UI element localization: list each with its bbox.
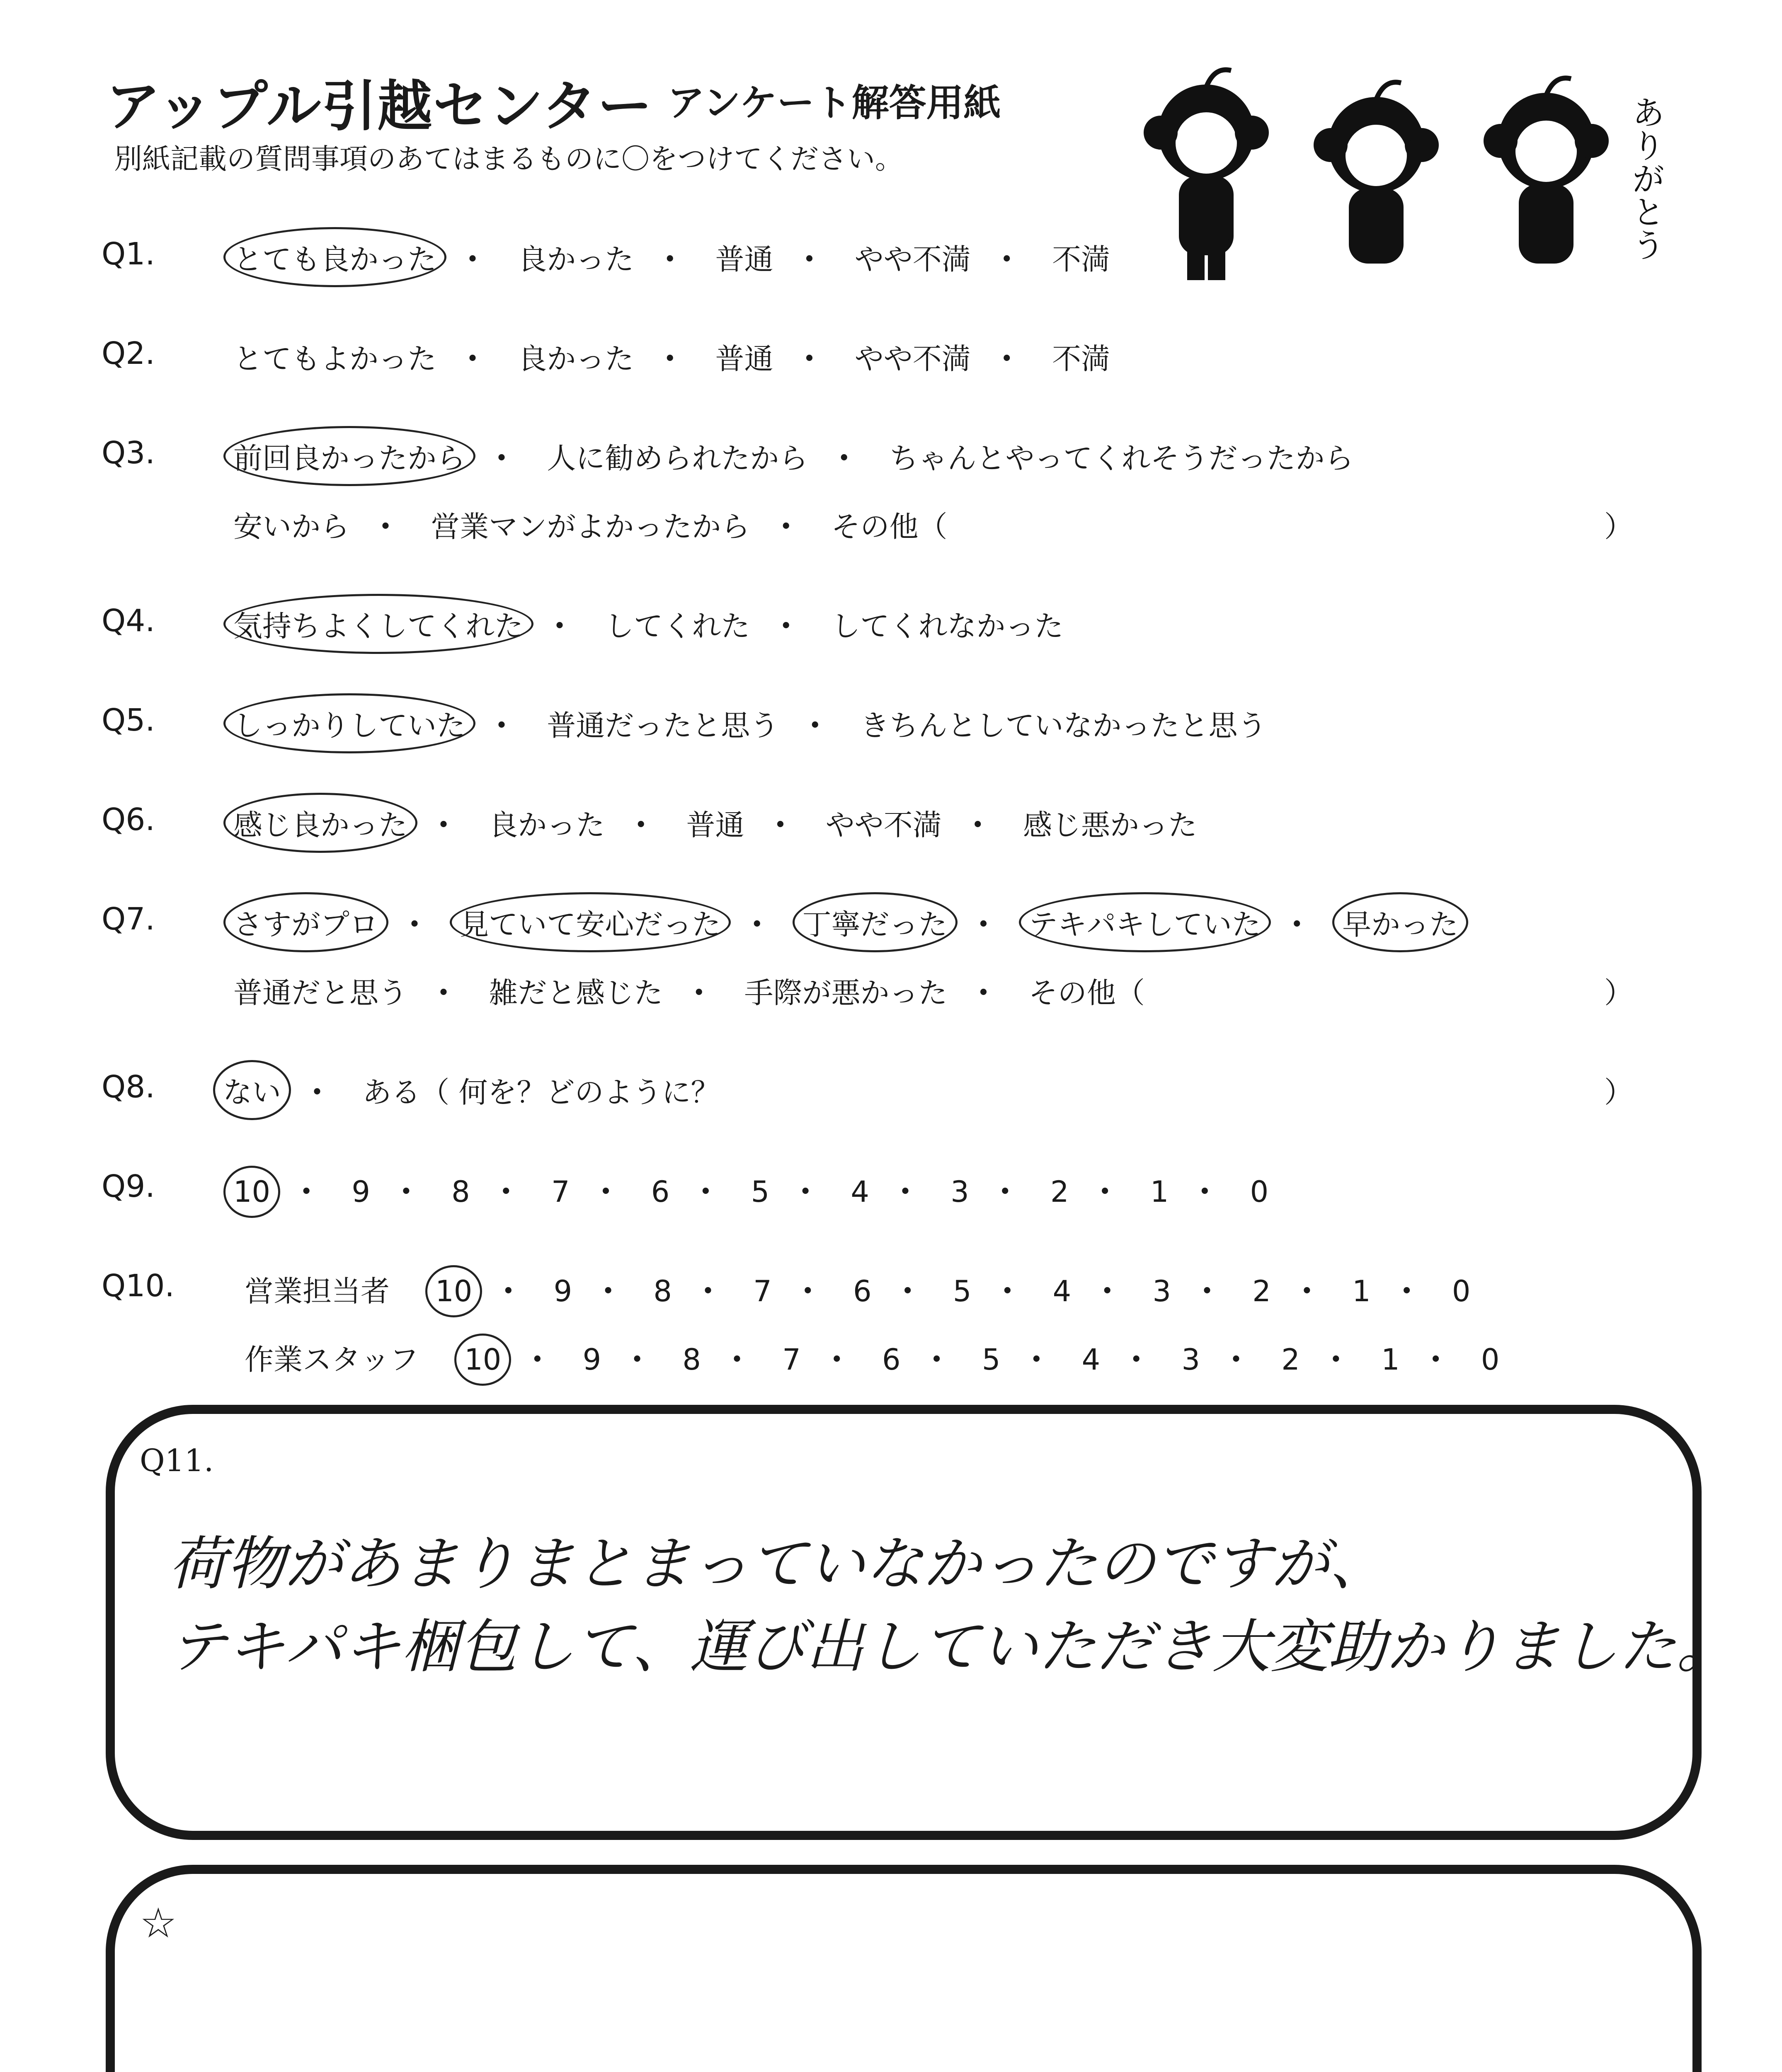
q6-option-3[interactable]: 普通	[686, 808, 744, 842]
q4-option-1[interactable]: 気持ちよくしてくれた	[226, 603, 531, 645]
q9-options: 10 ・ 9 ・ 8 ・ 7 ・ 6 ・ 5 ・ 4 ・ 3 ・ 2 ・ 1 ・ 0	[226, 1169, 1276, 1210]
q1-option-1[interactable]: とても良かった	[226, 236, 444, 278]
q11-comment-line1: 荷物があまりまとまっていなかったのですが、	[169, 1530, 1388, 1598]
q3-option-2[interactable]: 人に勧められたから	[547, 441, 808, 475]
q10-staff-option-9[interactable]: 9	[582, 1343, 601, 1377]
q9-option-6[interactable]: 6	[651, 1175, 670, 1209]
q7-option-2[interactable]: 見ていて安心だった	[452, 901, 728, 943]
q1-option-5[interactable]: 不満	[1052, 242, 1110, 276]
q1-label: Q1.	[102, 236, 155, 272]
q1-option-4[interactable]: やや不満	[854, 242, 971, 276]
form-subtitle: アンケート解答用紙	[667, 81, 1001, 125]
q8-option-some[interactable]: ある（ 何を？どのように？	[362, 1075, 720, 1109]
q8-close-paren: ）	[1604, 1075, 1633, 1109]
q10-sales-option-10[interactable]: 10	[428, 1274, 480, 1308]
q10-sales-option-8[interactable]: 8	[653, 1274, 672, 1308]
q2-option-2[interactable]: 良かった	[518, 342, 634, 376]
q10-staff-row: 作業スタッフ 10 ・ 9 ・ 8 ・ 7 ・ 6 ・ 5 ・ 4 ・ 3 ・ 2 ・ 1 ・ 0	[245, 1336, 1507, 1378]
q3-option-5[interactable]: 営業マンがよかったから	[431, 510, 750, 544]
form-title: アップル引越センター	[106, 75, 653, 138]
q10-sales-option-7[interactable]: 7	[753, 1274, 772, 1308]
q7-option-4[interactable]: テキパキしていた	[1021, 901, 1268, 943]
q10-staff-option-8[interactable]: 8	[682, 1343, 701, 1377]
star-comment-box[interactable]	[106, 1865, 1702, 2072]
q10-label: Q10.	[102, 1268, 175, 1304]
q5-label: Q5.	[102, 702, 155, 738]
q10-staff-option-7[interactable]: 7	[782, 1343, 801, 1377]
q7-option-other[interactable]: その他（	[1028, 976, 1145, 1010]
q9-option-3[interactable]: 3	[950, 1175, 969, 1209]
q10-staff-option-1[interactable]: 1	[1381, 1343, 1400, 1377]
q2-label: Q2.	[102, 336, 155, 371]
q6-label: Q6.	[102, 802, 155, 838]
q10-staff-option-5[interactable]: 5	[982, 1343, 1001, 1377]
q4-option-2[interactable]: してくれた	[605, 609, 750, 643]
q3-option-other[interactable]: その他（	[831, 510, 948, 544]
q3-option-1[interactable]: 前回良かったから	[226, 435, 473, 477]
q10-staff-option-6[interactable]: 6	[882, 1343, 901, 1377]
q10-sales-option-1[interactable]: 1	[1352, 1274, 1371, 1308]
monkey-center-icon	[1316, 82, 1436, 261]
q10-sales-option-4[interactable]: 4	[1052, 1274, 1072, 1308]
q2-option-3[interactable]: 普通	[715, 342, 773, 376]
q7-option-8[interactable]: 手際が悪かった	[744, 976, 948, 1010]
q6-option-1[interactable]: 感じ良かった	[226, 802, 415, 844]
q9-option-4[interactable]: 4	[851, 1175, 869, 1209]
q2-option-1[interactable]: とてもよかった	[233, 342, 436, 376]
q4-option-3[interactable]: してくれなかった	[831, 609, 1064, 643]
q7-option-6[interactable]: 普通だと思う	[233, 976, 407, 1010]
q3-option-3[interactable]: ちゃんとやってくれそうだったから	[889, 441, 1354, 475]
mascot-thanks-text: ありがとう	[1626, 95, 1665, 261]
q7-option-3[interactable]: 丁寧だった	[795, 901, 955, 943]
q4-options: 気持ちよくしてくれた ・ してくれた ・ してくれなかった	[226, 603, 1071, 645]
q5-option-1[interactable]: しっかりしていた	[226, 702, 473, 744]
monkey-left-icon	[1146, 70, 1266, 278]
q7-options: さすがプロ ・ 見ていて安心だった ・ 丁寧だった ・ テキパキしていた ・ 早かった	[226, 901, 1466, 943]
q9-option-1[interactable]: 1	[1150, 1175, 1169, 1209]
q10-sales-option-6[interactable]: 6	[853, 1274, 872, 1308]
q3-close-paren: ）	[1604, 510, 1633, 544]
q10-sales-option-0[interactable]: 0	[1452, 1274, 1471, 1308]
q10-sales-option-2[interactable]: 2	[1252, 1274, 1271, 1308]
q2-option-4[interactable]: やや不満	[854, 342, 971, 376]
q9-option-2[interactable]: 2	[1050, 1175, 1069, 1209]
instruction-text: 別紙記載の質問事項のあてはまるものに〇をつけてください。	[114, 143, 904, 176]
q6-option-2[interactable]: 良かった	[489, 808, 605, 842]
q9-option-0[interactable]: 0	[1250, 1175, 1269, 1209]
q7-option-1[interactable]: さすがプロ	[226, 901, 386, 943]
q8-options: ない ・ ある（ 何を？どのように？	[216, 1069, 727, 1111]
q8-label: Q8.	[102, 1069, 155, 1105]
q6-option-5[interactable]: 感じ悪かった	[1023, 808, 1198, 842]
q2-options: とてもよかった ・ 良かった ・ 普通 ・ やや不満 ・ 不満	[226, 336, 1118, 378]
q10-sales-row: 営業担当者 10 ・ 9 ・ 8 ・ 7 ・ 6 ・ 5 ・ 4 ・ 3 ・ 2 ・ 1 ・ 0	[245, 1268, 1478, 1310]
q10-staff-option-2[interactable]: 2	[1281, 1343, 1300, 1377]
q1-option-3[interactable]: 普通	[715, 242, 773, 276]
q9-label: Q9.	[102, 1169, 155, 1204]
q6-options: 感じ良かった ・ 良かった ・ 普通 ・ やや不満 ・ 感じ悪かった	[226, 802, 1205, 844]
q11-comment-line2: テキパキ梱包して、運び出していただき大変助かりました。	[169, 1613, 1735, 1681]
star-icon: ☆	[140, 1899, 177, 1947]
q7-option-7[interactable]: 雑だと感じた	[489, 976, 663, 1010]
q7-options-line2: 普通だと思う ・ 雑だと感じた ・ 手際が悪かった ・ その他（	[226, 970, 1152, 1012]
q3-label: Q3.	[102, 435, 155, 471]
q9-option-7[interactable]: 7	[551, 1175, 570, 1209]
q3-option-4[interactable]: 安いから	[233, 510, 349, 544]
monkey-right-icon	[1486, 78, 1606, 261]
q11-comment-box[interactable]	[106, 1405, 1735, 1840]
q4-label: Q4.	[102, 603, 155, 639]
q9-option-5[interactable]: 5	[751, 1175, 770, 1209]
q10-staff-option-10[interactable]: 10	[457, 1343, 509, 1377]
q1-option-2[interactable]: 良かった	[518, 242, 634, 276]
q7-label: Q7.	[102, 901, 155, 937]
q9-option-10[interactable]: 10	[226, 1175, 278, 1209]
q10-sales-option-5[interactable]: 5	[953, 1274, 972, 1308]
q11-label: Q11.	[140, 1443, 214, 1479]
q8-option-none[interactable]: ない	[216, 1069, 289, 1111]
q7-option-5[interactable]: 早かった	[1335, 901, 1466, 943]
q3-options: 前回良かったから ・ 人に勧められたから ・ ちゃんとやってくれそうだったから	[226, 435, 1361, 477]
q9-option-8[interactable]: 8	[451, 1175, 470, 1209]
q1-options: とても良かった ・ 良かった ・ 普通 ・ やや不満 ・ 不満	[226, 236, 1118, 278]
q10-sales-option-3[interactable]: 3	[1152, 1274, 1171, 1308]
q10-staff-option-0[interactable]: 0	[1481, 1343, 1500, 1377]
q5-option-3[interactable]: きちんとしていなかったと思う	[860, 709, 1267, 743]
monkey-mascot-illustration	[1111, 62, 1683, 294]
q5-option-2[interactable]: 普通だったと思う	[547, 709, 779, 743]
q3-options-line2: 安いから ・ 営業マンがよかったから ・ その他（	[226, 503, 955, 545]
q9-option-9[interactable]: 9	[352, 1175, 370, 1209]
q2-option-5[interactable]: 不満	[1052, 342, 1110, 376]
q10-staff-option-4[interactable]: 4	[1081, 1343, 1101, 1377]
q10-staff-option-3[interactable]: 3	[1181, 1343, 1200, 1377]
q5-options: しっかりしていた ・ 普通だったと思う ・ きちんとしていなかったと思う	[226, 702, 1274, 744]
q7-close-paren: ）	[1604, 976, 1633, 1010]
q10-sales-option-9[interactable]: 9	[553, 1274, 572, 1308]
q6-option-4[interactable]: やや不満	[825, 808, 942, 842]
q10-sales-label: 営業担当者	[245, 1274, 390, 1308]
q10-staff-label: 作業スタッフ	[245, 1343, 419, 1377]
